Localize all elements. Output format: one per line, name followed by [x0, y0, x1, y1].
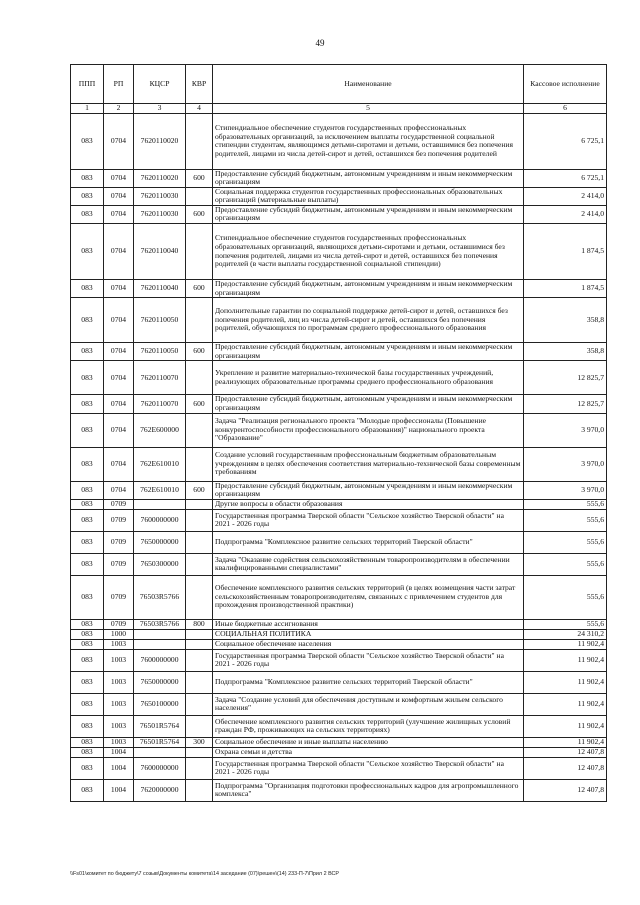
cell-kcsr: 7620110050	[134, 298, 186, 343]
cell-amount: 11 902,4	[524, 693, 607, 715]
cell-name: Предоставление субсидий бюджетным, автономным учреждениям и иным некоммерческим организациям	[213, 395, 524, 413]
cell-kvr	[186, 715, 213, 737]
cell-amount: 11 902,4	[524, 715, 607, 737]
column-index: 4	[186, 104, 213, 114]
cell-kcsr: 7620110030	[134, 205, 186, 223]
cell-kcsr: 7620110050	[134, 343, 186, 361]
cell-name: Предоставление субсидий бюджетным, автономным учреждениям и иным некоммерческим организациям	[213, 169, 524, 187]
cell-kcsr: 7600000000	[134, 757, 186, 779]
table-row	[71, 447, 607, 481]
cell-rp: 0704	[104, 413, 134, 447]
cell-ppp: 083	[71, 280, 104, 298]
cell-kcsr: 7650000000	[134, 671, 186, 693]
cell-kvr: 800	[186, 619, 213, 629]
table-row	[71, 779, 607, 801]
footer-file-path: \\Fs01\комитет по бюджету\7 созыв\Документы комитета\14 заседание (07)\решен\(14) 233-П-7\Прил 2 ВСР	[70, 871, 339, 877]
cell-kvr: 600	[186, 169, 213, 187]
cell-kvr	[186, 509, 213, 531]
cell-rp: 0709	[104, 531, 134, 553]
cell-name: Предоставление субсидий бюджетным, автономным учреждениям и иным некоммерческим организациям	[213, 205, 524, 223]
cell-kvr	[186, 671, 213, 693]
cell-kcsr: 7620110040	[134, 224, 186, 280]
cell-rp: 1003	[104, 715, 134, 737]
cell-amount: 555,6	[524, 619, 607, 629]
cell-kvr	[186, 113, 213, 169]
cell-amount: 11 902,4	[524, 639, 607, 649]
cell-kvr	[186, 693, 213, 715]
cell-kcsr	[134, 629, 186, 639]
cell-name: Социальное обеспечение населения	[213, 639, 524, 649]
table-row	[71, 187, 607, 205]
cell-kcsr: 7600000000	[134, 509, 186, 531]
cell-rp: 1003	[104, 671, 134, 693]
cell-name: Предоставление субсидий бюджетным, автономным учреждениям и иным некоммерческим организациям	[213, 481, 524, 499]
cell-kcsr: 76501R5764	[134, 715, 186, 737]
header-amount: Кассовое исполнение	[524, 65, 607, 104]
cell-amount: 358,8	[524, 298, 607, 343]
table-row	[71, 671, 607, 693]
cell-kcsr: 7620110040	[134, 280, 186, 298]
cell-amount: 555,6	[524, 499, 607, 509]
cell-kvr	[186, 224, 213, 280]
cell-ppp: 083	[71, 169, 104, 187]
cell-kvr	[186, 499, 213, 509]
cell-kcsr: 7620110020	[134, 113, 186, 169]
table-row	[71, 481, 607, 499]
header-name: Наименование	[213, 65, 524, 104]
cell-ppp: 083	[71, 757, 104, 779]
cell-rp: 0704	[104, 447, 134, 481]
table-row	[71, 413, 607, 447]
cell-rp: 0704	[104, 224, 134, 280]
cell-amount: 11 902,4	[524, 671, 607, 693]
column-index: 1	[71, 104, 104, 114]
cell-name: Государственная программа Тверской области "Сельское хозяйство Тверской области" на 2021 - 2026 годы	[213, 649, 524, 671]
cell-kvr: 600	[186, 481, 213, 499]
table-row	[71, 298, 607, 343]
cell-name: Социальная поддержка студентов государственных профессиональных образовательных организаций (материальные выплаты)	[213, 187, 524, 205]
table-row	[71, 205, 607, 223]
cell-amount: 2 414,0	[524, 205, 607, 223]
cell-rp: 1004	[104, 747, 134, 757]
cell-kcsr: 7650000000	[134, 531, 186, 553]
table-row	[71, 629, 607, 639]
cell-name: Предоставление субсидий бюджетным, автономным учреждениям и иным некоммерческим организациям	[213, 343, 524, 361]
cell-kcsr: 76501R5764	[134, 737, 186, 747]
cell-rp: 0709	[104, 575, 134, 619]
cell-ppp: 083	[71, 619, 104, 629]
cell-kcsr: 7620110020	[134, 169, 186, 187]
table-row	[71, 575, 607, 619]
cell-amount: 555,6	[524, 531, 607, 553]
cell-kvr	[186, 447, 213, 481]
cell-kcsr: 762E610010	[134, 447, 186, 481]
cell-amount: 2 414,0	[524, 187, 607, 205]
cell-rp: 0704	[104, 481, 134, 499]
table-row	[71, 169, 607, 187]
table-row	[71, 499, 607, 509]
cell-name: Обеспечение комплексного развития сельских территорий (улучшение жилищных условий граждан РФ, проживающих на сельских территориях)	[213, 715, 524, 737]
cell-ppp: 083	[71, 187, 104, 205]
cell-rp: 1004	[104, 779, 134, 801]
cell-ppp: 083	[71, 298, 104, 343]
cell-rp: 0704	[104, 280, 134, 298]
column-index: 6	[524, 104, 607, 114]
cell-ppp: 083	[71, 531, 104, 553]
cell-kvr	[186, 531, 213, 553]
cell-kcsr: 7620110030	[134, 187, 186, 205]
cell-amount: 1 874,5	[524, 224, 607, 280]
cell-kvr: 600	[186, 395, 213, 413]
cell-kvr	[186, 757, 213, 779]
cell-kcsr: 76503R5766	[134, 619, 186, 629]
cell-kcsr	[134, 747, 186, 757]
cell-kvr	[186, 629, 213, 639]
cell-ppp: 083	[71, 413, 104, 447]
table-row	[71, 619, 607, 629]
cell-kvr: 600	[186, 343, 213, 361]
cell-kcsr: 7620110070	[134, 395, 186, 413]
cell-kvr	[186, 747, 213, 757]
header-rp: РП	[104, 65, 134, 104]
header-ppp: ППП	[71, 65, 104, 104]
cell-amount: 6 725,1	[524, 169, 607, 187]
cell-rp: 0709	[104, 509, 134, 531]
cell-name: Иные бюджетные ассигнования	[213, 619, 524, 629]
cell-name: Подпрограмма "Комплексное развитие сельских территорий Тверской области"	[213, 531, 524, 553]
table-row	[71, 737, 607, 747]
cell-rp: 0709	[104, 499, 134, 509]
table-row	[71, 757, 607, 779]
table-row	[71, 747, 607, 757]
cell-rp: 1000	[104, 629, 134, 639]
cell-rp: 0704	[104, 187, 134, 205]
cell-name: Другие вопросы в области образования	[213, 499, 524, 509]
cell-ppp: 083	[71, 361, 104, 395]
cell-amount: 555,6	[524, 509, 607, 531]
cell-name: Обеспечение комплексного развития сельских территорий (в целях возмещения части затрат сельскохозяйственным товаропроизводителям, связанных с привлечением студентов для прохождения производственной практики)	[213, 575, 524, 619]
cell-amount: 3 970,0	[524, 447, 607, 481]
cell-ppp: 083	[71, 205, 104, 223]
cell-rp: 1003	[104, 639, 134, 649]
cell-ppp: 083	[71, 113, 104, 169]
cell-amount: 555,6	[524, 575, 607, 619]
cell-amount: 3 970,0	[524, 481, 607, 499]
cell-kvr	[186, 553, 213, 575]
cell-rp: 0704	[104, 205, 134, 223]
cell-rp: 1003	[104, 649, 134, 671]
page-number: 49	[315, 38, 325, 48]
cell-kvr	[186, 649, 213, 671]
cell-kcsr: 76503R5766	[134, 575, 186, 619]
cell-name: СОЦИАЛЬНАЯ ПОЛИТИКА	[213, 629, 524, 639]
column-index: 5	[213, 104, 524, 114]
cell-rp: 1003	[104, 737, 134, 747]
cell-kcsr: 7600000000	[134, 649, 186, 671]
cell-amount: 12 825,7	[524, 361, 607, 395]
cell-ppp: 083	[71, 509, 104, 531]
cell-name: Укрепление и развитие материально-технической базы государственных учреждений, реализующих образовательные программы среднего профессионального образования	[213, 361, 524, 395]
cell-kcsr: 7620000000	[134, 779, 186, 801]
cell-rp: 0709	[104, 619, 134, 629]
table-row	[71, 639, 607, 649]
table-row	[71, 693, 607, 715]
cell-kcsr: 762E600000	[134, 413, 186, 447]
cell-kvr	[186, 779, 213, 801]
cell-ppp: 083	[71, 575, 104, 619]
cell-kvr	[186, 298, 213, 343]
table-row	[71, 280, 607, 298]
cell-amount: 1 874,5	[524, 280, 607, 298]
cell-amount: 12 407,8	[524, 747, 607, 757]
table-row	[71, 649, 607, 671]
table-row	[71, 531, 607, 553]
cell-ppp: 083	[71, 747, 104, 757]
cell-kcsr: 7620110070	[134, 361, 186, 395]
cell-ppp: 083	[71, 553, 104, 575]
cell-name: Задача "Оказание содействия сельскохозяйственным товаропроизводителям в обеспечении квалифицированными специалистами"	[213, 553, 524, 575]
cell-rp: 0704	[104, 113, 134, 169]
cell-amount: 555,6	[524, 553, 607, 575]
cell-name: Стипендиальное обеспечение студентов государственных профессиональных образовательных организаций, за исключением выплаты государственной социальной стипендии студентам, являющимся детьми-сиротами и детьми, оставшимися без попечения родителей, лицами из числа детей-сирот и детей, оставшихся без попечения родителей	[213, 113, 524, 169]
cell-amount: 358,8	[524, 343, 607, 361]
cell-ppp: 083	[71, 629, 104, 639]
cell-name: Охрана семьи и детства	[213, 747, 524, 757]
cell-rp: 0709	[104, 553, 134, 575]
cell-name: Предоставление субсидий бюджетным, автономным учреждениям и иным некоммерческим организациям	[213, 280, 524, 298]
header-kvr: КВР	[186, 65, 213, 104]
column-index: 3	[134, 104, 186, 114]
table-header-row	[71, 65, 607, 104]
cell-amount: 12 407,8	[524, 779, 607, 801]
cell-name: Стипендиальное обеспечение студентов государственных профессиональных образовательных организаций, являющихся детьми-сиротами и детьми, оставшимися без попечения родителей, лицами из числа детей-сирот и детей, оставшихся без попечения родителей (в части выплаты государственной социальной стипендии)	[213, 224, 524, 280]
table-row	[71, 361, 607, 395]
cell-kcsr: 7650300000	[134, 553, 186, 575]
cell-name: Задача "Реализация регионального проекта "Молодые профессионалы (Повышение конкурентоспособности профессионального образования)" национального проекта "Образование"	[213, 413, 524, 447]
cell-ppp: 083	[71, 737, 104, 747]
cell-rp: 0704	[104, 361, 134, 395]
cell-name: Социальное обеспечение и иные выплаты населению	[213, 737, 524, 747]
cell-kcsr: 762E610010	[134, 481, 186, 499]
cell-kvr	[186, 639, 213, 649]
cell-kcsr	[134, 639, 186, 649]
cell-amount: 11 902,4	[524, 737, 607, 747]
cell-name: Задача "Создание условий для обеспечения доступным и комфортным жильем сельского населения"	[213, 693, 524, 715]
table-row	[71, 395, 607, 413]
cell-name: Государственная программа Тверской области "Сельское хозяйство Тверской области" на 2021 - 2026 годы	[213, 509, 524, 531]
cell-ppp: 083	[71, 499, 104, 509]
cell-ppp: 083	[71, 779, 104, 801]
cell-ppp: 083	[71, 649, 104, 671]
cell-ppp: 083	[71, 693, 104, 715]
cell-name: Подпрограмма "Организация подготовки профессиональных кадров для агропромышленного комплекса"	[213, 779, 524, 801]
cell-amount: 6 725,1	[524, 113, 607, 169]
cell-amount: 11 902,4	[524, 649, 607, 671]
cell-kvr	[186, 413, 213, 447]
cell-rp: 0704	[104, 169, 134, 187]
cell-name: Государственная программа Тверской области "Сельское хозяйство Тверской области" на 2021 - 2026 годы	[213, 757, 524, 779]
cell-rp: 0704	[104, 395, 134, 413]
cell-name: Дополнительные гарантии по социальной поддержке детей-сирот и детей, оставшихся без попечения родителей, лиц из числа детей-сирот и детей, оставшихся без попечения родителей, обучающихся по программам среднего профессионального образования	[213, 298, 524, 343]
cell-kvr	[186, 187, 213, 205]
table-row	[71, 343, 607, 361]
cell-ppp: 083	[71, 715, 104, 737]
cell-ppp: 083	[71, 447, 104, 481]
cell-kcsr	[134, 499, 186, 509]
cell-rp: 0704	[104, 298, 134, 343]
cell-ppp: 083	[71, 343, 104, 361]
cell-kvr: 600	[186, 205, 213, 223]
cell-kvr: 300	[186, 737, 213, 747]
table-row	[71, 224, 607, 280]
table-body	[71, 113, 607, 801]
cell-name: Создание условий государственным профессиональным бюджетным образовательным учреждениям в целях обеспечения соответствия материально-технической базы современным требованиям	[213, 447, 524, 481]
column-index: 2	[104, 104, 134, 114]
column-index-row	[71, 104, 607, 114]
cell-kvr	[186, 361, 213, 395]
table-row	[71, 715, 607, 737]
table-row	[71, 553, 607, 575]
cell-amount: 12 825,7	[524, 395, 607, 413]
header-kcsr: КЦСР	[134, 65, 186, 104]
cell-rp: 1004	[104, 757, 134, 779]
cell-ppp: 083	[71, 639, 104, 649]
cell-ppp: 083	[71, 395, 104, 413]
cell-amount: 3 970,0	[524, 413, 607, 447]
cell-ppp: 083	[71, 481, 104, 499]
cell-kvr: 600	[186, 280, 213, 298]
cell-kcsr: 7650100000	[134, 693, 186, 715]
cell-rp: 0704	[104, 343, 134, 361]
cell-amount: 24 310,2	[524, 629, 607, 639]
cell-kvr	[186, 575, 213, 619]
cell-rp: 1003	[104, 693, 134, 715]
table-row	[71, 113, 607, 169]
cell-ppp: 083	[71, 671, 104, 693]
cell-amount: 12 407,8	[524, 757, 607, 779]
table-row	[71, 509, 607, 531]
cell-ppp: 083	[71, 224, 104, 280]
cell-name: Подпрограмма "Комплексное развитие сельских территорий Тверской области"	[213, 671, 524, 693]
budget-execution-table	[70, 64, 607, 802]
